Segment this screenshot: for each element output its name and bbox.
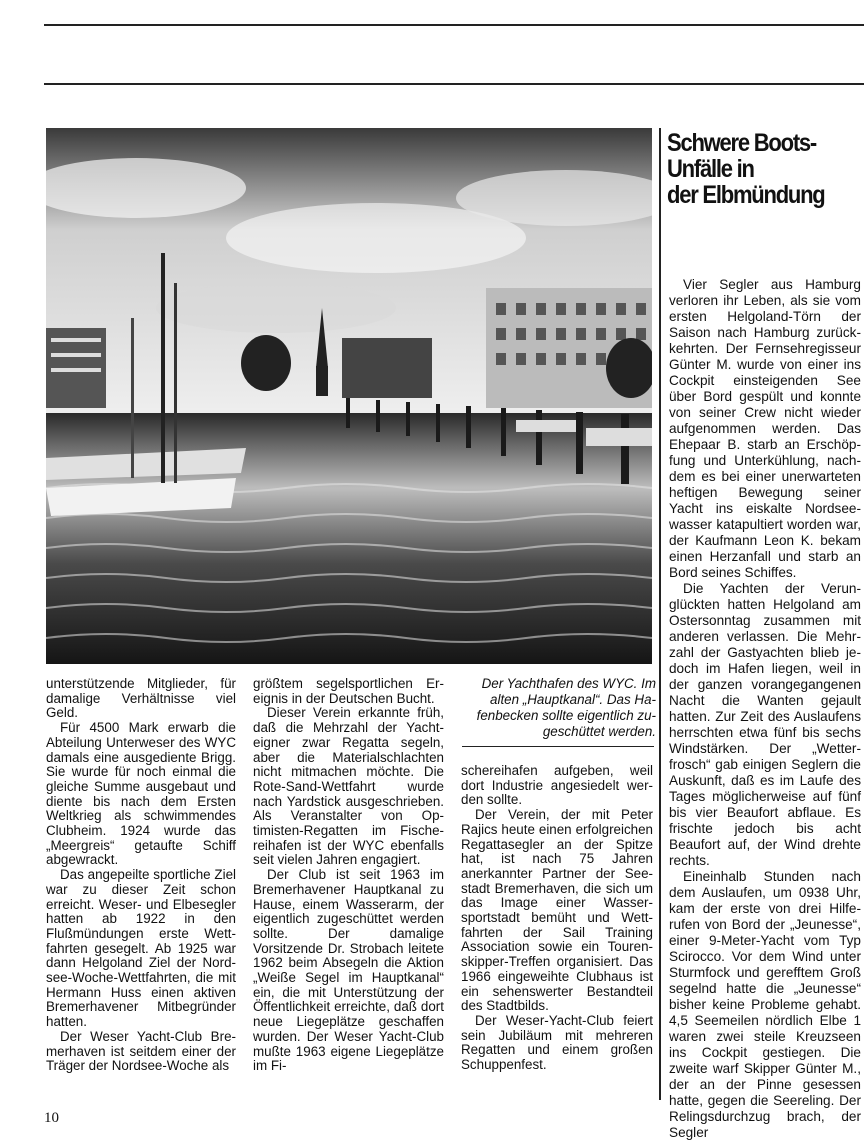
photo-caption: Der Yachthafen des WYC. Im alten „Hauptkanal“. Das Ha- fenbecken sollte eigentlich zu- geschüttet werden.	[476, 676, 656, 739]
article-column-3	[461, 764, 653, 1073]
page-number: 10	[44, 1110, 59, 1126]
harbor-photo	[46, 128, 652, 664]
paragraph: Der Weser Yacht-Club Bremerhaven ist seitdem einer der Träger der Nordsee-Woche als	[46, 1028, 236, 1074]
header-rule	[44, 83, 864, 85]
paragraph: Der Club ist seit 1963 im Bremerhavener Hauptkanal zu Hause, einem Wasserarm, der eigentlich zugeschüttet werden sollte. Der damalige Vorsitzende Dr. Strobach leitete 1962 beim Absegeln die Aktion „Weiße Segel im Hauptkanal“ ein, die mit Unterstützung der Öffentlichkeit erreichte, daß dort neue Liegeplätze geschaffen wurden. Der Weser Yacht-Club mußte 1963 eigene Liegeplätze im Fi-	[253, 867, 444, 1074]
paragraph: Der Weser-Yacht-Club feiert sein Jubiläum mit mehreren Regatten und einem großen Schuppenfest.	[461, 1012, 653, 1073]
paragraph: Der Verein, der mit Peter Rajics heute einen erfolgreichen Regattasegler an der Spitze hat, ist nach 75 Jahren anerkannter Partner der Seestadt Bremerhaven, die sich um das Image einer Wassersportstadt bemüht und Wettfahrten der Sail Training Association sowie ein Tourenskipper-Treffen organisiert. Das 1966 eingeweihte Clubhaus ist ein sehenswerter Bestandteil des Stadtbilds.	[461, 807, 653, 1014]
paragraph: größtem segelsportlichen Ereignis in der Deutschen Bucht.	[253, 676, 444, 706]
sidebar-divider	[659, 128, 661, 1100]
caption-rule	[462, 746, 654, 747]
paragraph: Vier Segler aus Hamburg verloren ihr Leben, als sie vom ersten Helgoland-Törn der Saison nach Hamburg zurückkehrten. Der Fernsehregisseur Günter M. wurde von einer ins Cockpit einsteigenden See über Bord gespült und konnte von seiner Crew nicht wieder aufgenommen werden. Das Ehepaar B. starb an Erschöpfung und Unterkühlung, nachdem es bei einer unerwarteten heftigen Bewegung seiner Yacht ins eiskalte Nordseewasser katapultiert worden war, der Kaufmann Leon K. bekam einen Herzanfall und starb an Bord seines Schiffes.	[669, 277, 861, 580]
harbor-photo-icon	[46, 128, 652, 664]
paragraph: unterstützende Mitglieder, für damalige Verhältnisse viel Geld.	[46, 676, 236, 721]
paragraph: Für 4500 Mark erwarb die Abteilung Unterweser des WYC damals eine ausgediente Brigg. Sie wurde für noch einmal die gleiche Summe ausgebaut und diente bis nach dem Ersten Weltkrieg als schwimmendes Clubheim. 1924 wurde das „Meergreis“ getaufte Schiff abgewrackt.	[46, 720, 236, 868]
article-column-1	[46, 677, 236, 1074]
paragraph: Eineinhalb Stunden nach dem Auslaufen, um 0938 Uhr, kam der erste von drei Hilferufen von Bord der „Jeunesse“, einer 9-Meter-Yacht vom Typ Scirocco. Vor dem Wind unter Sturmfock und gerefftem Groß segelnd hatte die „Jeunesse“ bisher keine Probleme gehabt. 4,5 Seemeilen nördlich Elbe 1 waren zwei steile Kreuzseen ins Cockpit gestiegen. Die zweite warf Skipper Günter M., der an der Pinne gesessen hatte, gegen die Seereling. Der Relingsdurchzug brach, der Segler	[669, 869, 861, 1140]
sidebar-article	[669, 277, 861, 1141]
paragraph: Die Yachten der Verunglückten hatten Helgoland am Ostersonntag zusammen mit anderen verlassen. Die Mehrzahl der Gastyachten blieb jedoch im Hafen liegen, weil in der ganzen vorangegangenen Nacht die Wanten gejault hatten. Zur Zeit des Auslaufens herrschten etwa fünf bis sechs Windstärken. Der „Wetterfrosch“ gab einigen Seglern die Auskunft, daß es im Laufe des Tages möglicherweise auf fünf bis vier Beaufort abflaue. Es frischte jedoch bis acht Beaufort auf, der Wind drehte rechts.	[669, 581, 861, 868]
sidebar-headline: Schwere Boots- Unfälle in der Elbmündung	[667, 129, 825, 209]
paragraph: Das angepeilte sportliche Ziel war zu dieser Zeit schon erreicht. Weser- und Elbesegler hatten ab 1922 in den Flußmündungen erste Wettfahrten gesegelt. Ab 1925 war dann Helgoland Ziel der Nordsee-Woche-Wettfahrten, die mit Hermann Huss einen aktiven Bremerhavener Mitbegründer hatten.	[46, 867, 236, 1030]
article-column-2	[253, 677, 444, 1074]
paragraph: schereihafen aufgeben, weil dort Industrie angesiedelt werden sollte.	[461, 763, 653, 808]
paragraph: Dieser Verein erkannte früh, daß die Mehrzahl der Yachteigner zwar Regatta segeln, aber die Materialschlachten nicht mitmachen möchte. Die Rote-Sand-Wettfahrt wurde nach Yardstick ausgeschrieben. Als Veranstalter von Optimisten-Regatten im Fischereihafen ist der WYC ebenfalls seit vielen Jahren engagiert.	[253, 705, 444, 868]
top-rule	[44, 24, 864, 26]
